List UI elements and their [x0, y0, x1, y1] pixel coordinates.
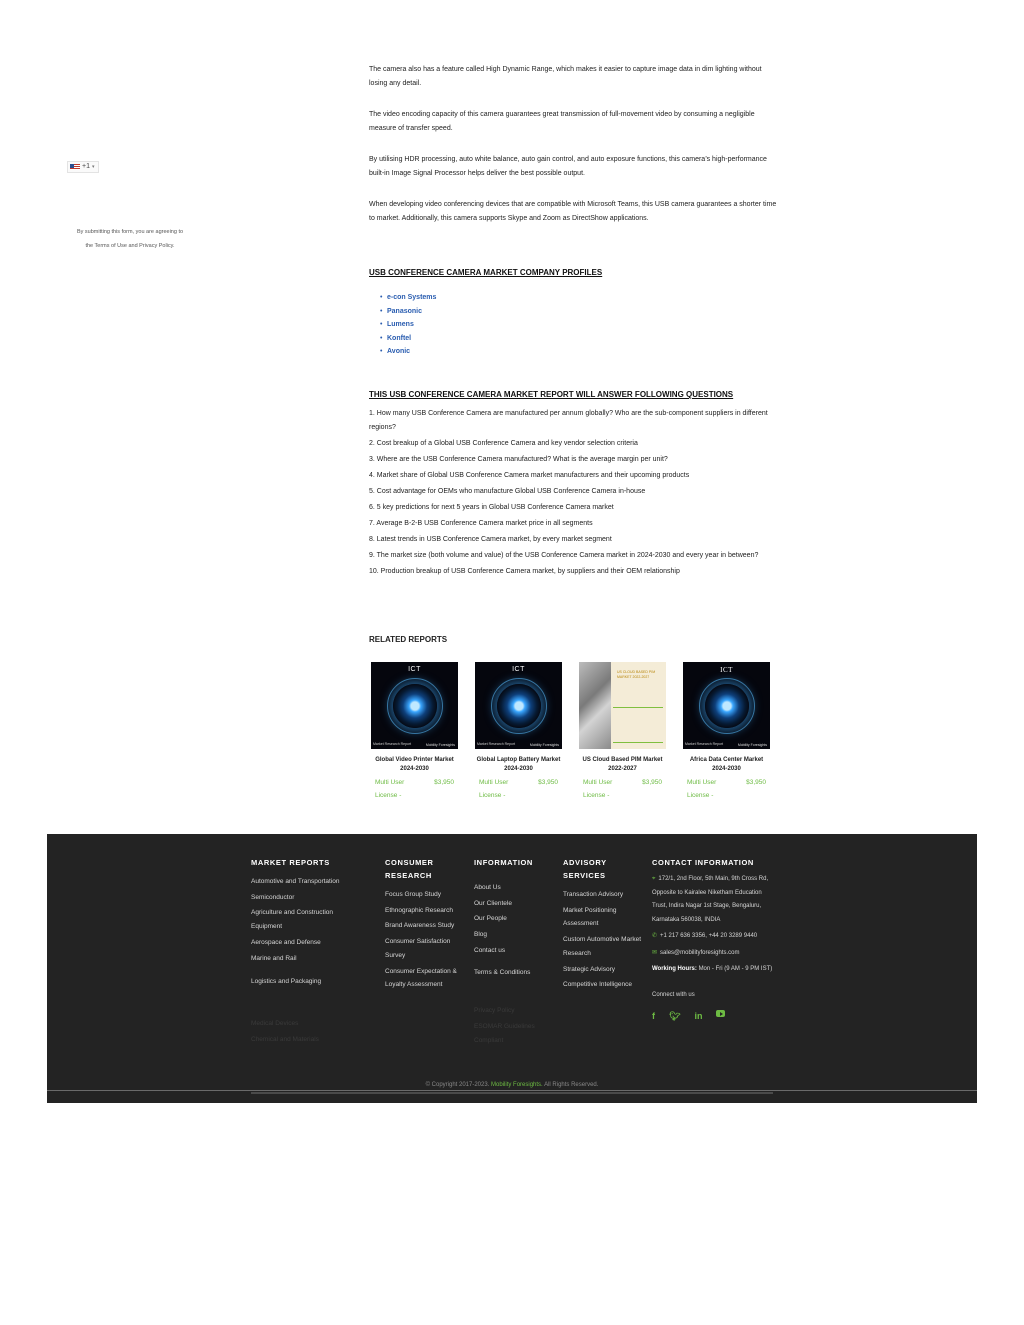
footer-link[interactable]: Market Positioning Assessment — [563, 906, 617, 928]
license-label[interactable]: Multi User License - — [687, 779, 717, 799]
footer-link[interactable]: Consumer Satisfaction Survey — [385, 938, 451, 959]
company-list — [380, 291, 436, 359]
thumbnail-footer: Market Research Report — [477, 742, 516, 746]
price-label: $3,950 — [642, 779, 662, 786]
report-card-video-printer[interactable] — [371, 662, 458, 802]
footer-contact — [652, 856, 776, 1022]
tech-orb-icon — [497, 684, 541, 728]
question-item: 9. The market size (both volume and value) of the USB Conference Camera market in 2024-2030 and every year in between? — [369, 551, 759, 559]
footer-divider-inner — [251, 1092, 773, 1094]
thumbnail-tag: ICT — [408, 666, 421, 673]
company-profiles-heading: USB CONFERENCE CAMERA MARKET COMPANY PROFILES — [369, 268, 603, 277]
thumbnail-logo: Mobility Foresights — [737, 743, 767, 747]
facebook-icon[interactable]: f — [652, 1011, 655, 1021]
footer-heading: CONSUMER RESEARCH — [385, 858, 434, 880]
question-item: 6. 5 key predictions for next 5 years in Global USB Conference Camera market — [369, 503, 614, 511]
footer-link[interactable]: Our People — [474, 915, 507, 923]
footer-link[interactable]: Chemical and Materials — [251, 1035, 319, 1043]
footer-link[interactable]: Transaction Advisory — [563, 891, 624, 898]
question-item: 4. Market share of Global USB Conference Camera market manufacturers and their upcoming products — [369, 471, 690, 479]
thumbnail-tag: US CLOUD BASED PIM MARKET 2022-2027 — [617, 670, 656, 679]
footer-link[interactable]: Contact us — [474, 946, 506, 954]
phone-country-code: +1 — [82, 163, 90, 170]
phone-icon: ✆ — [652, 933, 658, 939]
company-link-konftel[interactable]: • Konftel — [380, 332, 436, 346]
tech-orb-icon — [393, 684, 437, 728]
footer-link[interactable]: Aerospace and Defense — [251, 938, 321, 946]
footer-link[interactable]: Custom Automotive Market Research — [563, 936, 642, 957]
thumbnail-footer: Market Research Report — [685, 742, 724, 746]
envelope-icon: ✉ — [652, 949, 658, 956]
youtube-icon[interactable] — [716, 1010, 725, 1017]
footer-link[interactable]: Strategic Advisory — [563, 965, 616, 973]
footer-link[interactable]: Focus Group Study — [385, 891, 441, 898]
price-label: $3,950 — [434, 779, 454, 786]
report-thumbnail[interactable] — [579, 662, 666, 749]
report-thumbnail[interactable] — [371, 662, 458, 749]
footer-link[interactable]: Logistics and Packaging — [251, 978, 322, 986]
question-item: 3. Where are the USB Conference Camera manufactured? What is the average margin per unit? — [369, 455, 668, 463]
license-label[interactable]: Multi User License - — [583, 779, 613, 799]
footer-link[interactable]: ESOMAR Guidelines Compliant — [474, 1022, 535, 1044]
form-consent-note — [60, 226, 200, 253]
report-card-africa-data-center[interactable] — [683, 662, 770, 802]
phone-country-selector[interactable] — [67, 161, 99, 173]
contact-hours: Working Hours: Mon - Fri (9 AM - 9 PM IST) — [652, 966, 773, 972]
connect-label: Connect with us — [652, 991, 695, 998]
report-title[interactable]: US Cloud Based PIM Market 2022-2027 — [582, 757, 663, 772]
question-item: 8. Latest trends in USB Conference Camera market, by every market segment — [369, 535, 612, 543]
footer-link[interactable]: Consumer Expectation & Loyalty Assessment — [385, 967, 457, 989]
paragraph-encoding: The video encoding capacity of this camera guarantees great transmission of full-movement video by consuming a negligible measure of transfer speed. — [369, 111, 755, 132]
paragraph-teams: When developing video conferencing devices that are compatible with Microsoft Teams, this USB camera guarantees a shorter time to market. Additionally, this camera supports Skype and Zoom as DirectShow applications. — [369, 201, 777, 222]
license-label[interactable]: Multi User License - — [375, 779, 405, 799]
related-reports-heading: RELATED REPORTS — [369, 635, 448, 644]
footer-link[interactable]: Ethnographic Research — [385, 906, 453, 914]
footer-consumer-research — [385, 856, 465, 994]
footer-link[interactable]: Terms & Conditions — [474, 968, 531, 976]
footer-link[interactable]: Automotive and Transportation — [251, 878, 340, 885]
social-links — [652, 1010, 776, 1022]
thumbnail-footer: Market Research Report — [373, 742, 412, 746]
consent-line-1: By submitting this form, you are agreeing to — [76, 229, 184, 235]
footer-link[interactable]: Marine and Rail — [251, 954, 297, 962]
thumbnail-tag: ICT — [512, 666, 525, 673]
footer-link[interactable]: Blog — [474, 931, 488, 939]
company-link-econ[interactable]: • e-con Systems — [380, 291, 436, 305]
question-item: 2. Cost breakup of a Global USB Conference Camera and key vendor selection criteria — [369, 439, 638, 447]
tech-orb-icon — [705, 684, 749, 728]
us-flag-icon — [70, 164, 80, 170]
license-label[interactable]: Multi User License - — [479, 779, 509, 799]
chip-image — [579, 662, 611, 749]
chevron-down-icon: ▾ — [91, 164, 95, 170]
price-label: $3,950 — [746, 779, 766, 786]
footer-heading: MARKET REPORTS — [251, 858, 330, 867]
footer-heading: CONTACT INFORMATION — [652, 858, 754, 867]
report-card-cloud-pim[interactable] — [579, 662, 666, 802]
footer-advisory — [563, 856, 643, 994]
copyright-notice: © Copyright 2017-2023. Mobility Foresights. All Rights Reserved. — [425, 1082, 599, 1088]
questions-list — [369, 407, 779, 581]
footer-information — [474, 856, 554, 1049]
contact-address: ⌖ 172/1, 2nd Floor, 5th Main, 9th Cross Rd, Opposite to Kairalee Niketham Education Trust, Indira Nagar 1st Stage, Bengaluru, Karnataka 560038, INDIA — [652, 876, 769, 923]
footer-divider — [47, 1090, 977, 1091]
paragraph-isp: By utilising HDR processing, auto white balance, auto gain control, and auto exposure functions, this camera’s high-performance built-in Image Signal Processor helps deliver the best possible output. — [369, 156, 767, 177]
report-thumbnail[interactable] — [475, 662, 562, 749]
footer-link[interactable]: About Us — [474, 884, 501, 891]
footer-link[interactable]: Medical Devices — [251, 1019, 299, 1027]
report-thumbnail[interactable] — [683, 662, 770, 749]
brand-link[interactable]: Mobility Foresights. — [491, 1082, 543, 1088]
footer-link[interactable]: Competitive Intelligence — [563, 981, 633, 989]
question-item: 10. Production breakup of USB Conference Camera market, by suppliers and their OEM relationship — [369, 567, 680, 575]
report-title[interactable]: Global Video Printer Market 2024-2030 — [375, 757, 454, 772]
footer-link[interactable]: Privacy Policy — [474, 1007, 515, 1015]
company-link-lumens[interactable]: • Lumens — [380, 318, 436, 332]
company-link-avonic[interactable]: • Avonic — [380, 345, 436, 359]
question-item: 1. How many USB Conference Camera are manufactured per annum globally? Who are the sub-component suppliers in different regions? — [369, 410, 768, 431]
footer-heading: INFORMATION — [474, 858, 533, 867]
linkedin-icon[interactable]: in — [694, 1011, 703, 1021]
question-item: 5. Cost advantage for OEMs who manufacture Global USB Conference Camera in-house — [369, 487, 646, 495]
footer-link[interactable]: Brand Awareness Study — [385, 922, 455, 930]
location-pin-icon: ⌖ — [652, 876, 656, 882]
contact-email[interactable]: ✉ sales@mobilityforesights.com — [652, 949, 740, 956]
questions-heading: THIS USB CONFERENCE CAMERA MARKET REPORT WILL ANSWER FOLLOWING QUESTIONS — [369, 390, 734, 399]
contact-phone[interactable]: ✆ +1 217 636 3356, +44 20 3289 9440 — [652, 933, 758, 939]
question-item: 7. Average B-2-B USB Conference Camera market price in all segments — [369, 519, 593, 527]
footer-heading: ADVISORY SERVICES — [563, 858, 607, 880]
report-title[interactable]: Global Laptop Battery Market 2024-2030 — [476, 757, 561, 772]
related-reports-grid — [371, 662, 770, 802]
footer-link[interactable]: Our Clientele — [474, 899, 512, 907]
footer-market-reports — [251, 856, 371, 1048]
report-card-laptop-battery[interactable] — [475, 662, 562, 802]
report-title[interactable]: Africa Data Center Market 2024-2030 — [689, 757, 764, 772]
thumbnail-tag: ICT — [720, 666, 733, 674]
price-label: $3,950 — [538, 779, 558, 786]
twitter-icon[interactable]: 🐦︎ — [669, 1011, 681, 1021]
company-link-panasonic[interactable]: • Panasonic — [380, 305, 436, 319]
footer-link[interactable]: Agriculture and Construction Equipment — [251, 909, 334, 931]
thumbnail-logo: Mobility Foresights — [529, 743, 559, 747]
thumbnail-logo: Mobility Foresights — [425, 743, 455, 747]
paragraph-hdr: The camera also has a feature called High Dynamic Range, which makes it easier to capture image data in dim lighting without losing any detail. — [369, 66, 762, 87]
consent-line-2: the Terms of Use and Privacy Policy. — [85, 242, 175, 249]
footer-link[interactable]: Semiconductor — [251, 893, 295, 901]
